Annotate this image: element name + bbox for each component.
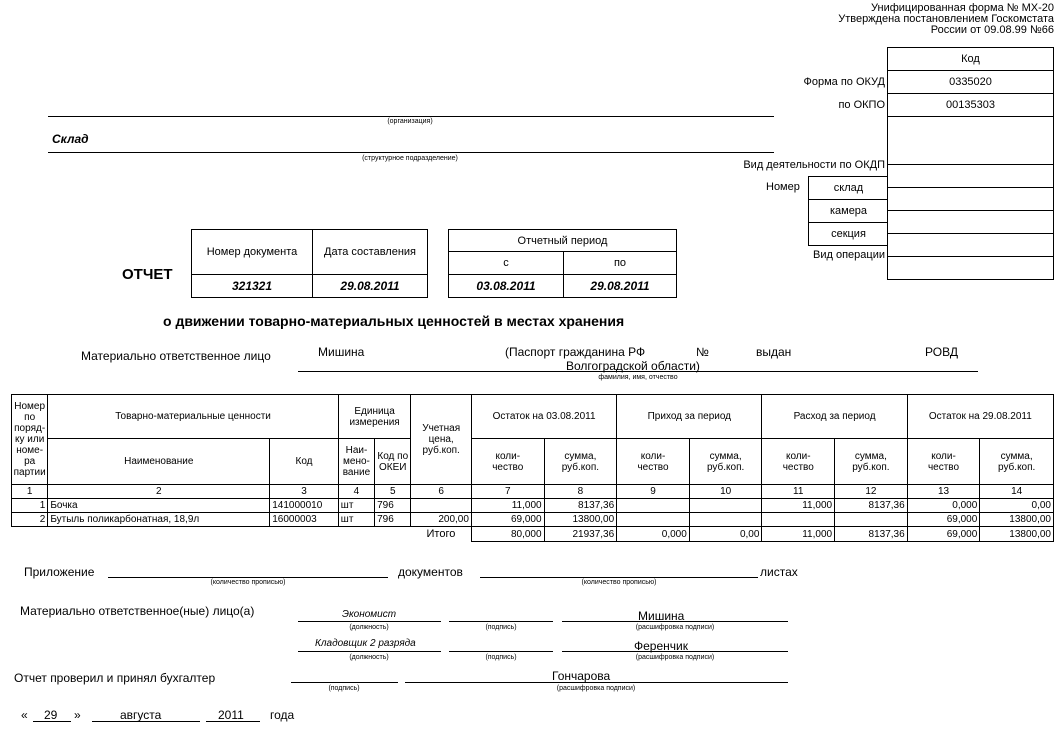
checked-label: Отчет проверил и принял бухгалтер — [14, 671, 216, 685]
form-header — [838, 3, 1054, 36]
sklad-value — [888, 188, 1054, 211]
responsible-rovd: РОВД — [925, 345, 958, 359]
doc-number-label: Номер документа — [192, 230, 313, 275]
h-qty-1: коли- чество — [471, 439, 544, 485]
name-3-line — [405, 682, 788, 683]
table-row: 2 Бутыль поликарбонатная, 18,9л 16000003 шт 796 200,00 69,000 13800,00 69,000 13800,00 — [12, 513, 1054, 527]
number-subtable — [808, 176, 888, 246]
date-quote-close: » — [74, 708, 81, 722]
date-month-line — [92, 721, 200, 722]
responsible-label: Материально ответственное лицо — [81, 349, 271, 363]
name-3: Гончарова — [552, 669, 611, 683]
name-2: Ференчик — [634, 639, 688, 653]
operation-value — [888, 257, 1054, 280]
h-sum-4: сумма, руб.коп. — [980, 439, 1054, 485]
date-day: 29 — [44, 708, 58, 722]
h-qty-3: коли- чество — [762, 439, 835, 485]
movement-table — [11, 394, 1054, 542]
organization-line — [48, 116, 774, 117]
nomer-label: Номер — [766, 181, 800, 193]
date-month: августа — [120, 708, 162, 722]
sheets-label: листах — [760, 565, 798, 579]
form-name: Унифицированная форма № МХ-20 — [871, 2, 1054, 14]
division-name: Склад — [52, 132, 89, 146]
report-subtitle: о движении товарно-материальных ценностей в местах хранения — [163, 313, 625, 329]
okpo-value: 00135303 — [888, 94, 1054, 117]
period-to: 29.08.2011 — [564, 275, 677, 298]
h-name: Наименование — [48, 439, 270, 485]
h-rest-end: Остаток на 29.08.2011 — [907, 395, 1053, 439]
total-label: Итого — [426, 527, 456, 540]
okud-label: Форма по ОКУД — [803, 76, 885, 88]
date-year-line — [206, 721, 260, 722]
signature-1-line — [449, 621, 553, 622]
table-row: 1 Бочка 141000010 шт 796 11,000 8137,36 11,000 8137,36 0,000 0,00 — [12, 499, 1054, 513]
sklad-label: склад — [809, 177, 889, 200]
doc-date: 29.08.2011 — [313, 275, 428, 298]
codes-title: Код — [888, 48, 1054, 71]
position-2-line — [298, 651, 441, 652]
name-3-caption: (расшифровка подписи) — [556, 685, 636, 692]
h-income: Приход за период — [617, 395, 762, 439]
okud-value: 0335020 — [888, 71, 1054, 94]
period-to-label: по — [564, 252, 677, 275]
operation-label: Вид операции — [813, 249, 885, 261]
accountant-signature-line — [291, 682, 398, 683]
division-line — [48, 152, 774, 153]
h-rest-start: Остаток на 03.08.2011 — [471, 395, 616, 439]
division-caption: (структурное подразделение) — [362, 155, 458, 162]
attach-count-line — [108, 577, 388, 578]
sekciya-label: секция — [809, 223, 889, 246]
doc-date-label: Дата составления — [313, 230, 428, 275]
org-code-cell — [888, 117, 1054, 165]
docs-label: документов — [398, 565, 463, 579]
responsible-caption: фамилия, имя, отчество — [598, 374, 678, 381]
position-2-caption: (должность) — [349, 654, 389, 661]
doc-number-table — [191, 229, 428, 298]
okdp-value — [888, 165, 1054, 188]
sheets-count-line — [480, 577, 758, 578]
responsible-region: Волгоградской области) — [566, 359, 700, 373]
h-okei: Код по ОКЕИ — [375, 439, 411, 485]
name-1-caption: (расшифровка подписи) — [635, 624, 715, 631]
total-row: Итого 80,000 21937,36 0,000 0,00 11,000 8137,36 69,000 13800,00 — [12, 527, 1054, 542]
kamera-label: камера — [809, 200, 889, 223]
h-price: Учетная цена, руб.коп. — [411, 395, 472, 485]
signature-1-caption: (подпись) — [485, 624, 517, 631]
responsible-issued: выдан — [756, 345, 792, 359]
h-tmc: Товарно-материальные ценности — [48, 395, 338, 439]
h-expense: Расход за период — [762, 395, 907, 439]
date-year: 2011 — [218, 708, 244, 722]
period-from-label: с — [449, 252, 564, 275]
h-sum-1: сумма, руб.коп. — [544, 439, 617, 485]
position-1-line — [298, 621, 441, 622]
responsible-line — [298, 371, 978, 372]
period-label: Отчетный период — [449, 230, 677, 252]
name-2-line — [562, 651, 788, 652]
position-1-caption: (должность) — [349, 624, 389, 631]
h-unit-name: Наи- мено- вание — [338, 439, 374, 485]
responsible-name: Мишина — [318, 345, 365, 359]
mol-label: Материально ответственное(ные) лицо(а) — [20, 604, 255, 618]
okdp-label: Вид деятельности по ОКДП — [743, 159, 885, 171]
h-unit: Единица измерения — [338, 395, 411, 439]
signature-2-line — [449, 651, 553, 652]
accountant-signature-caption: (подпись) — [328, 685, 360, 692]
report-title: ОТЧЕТ — [122, 266, 173, 283]
sekciya-value — [888, 234, 1054, 257]
period-table — [448, 229, 677, 298]
responsible-passport: (Паспорт гражданина РФ — [505, 345, 646, 359]
doc-number: 321321 — [192, 275, 313, 298]
date-year-word: года — [270, 708, 295, 722]
date-quote-open: « — [21, 708, 28, 722]
sheets-count-caption: (количество прописью) — [581, 579, 657, 586]
okpo-label: по ОКПО — [838, 99, 885, 111]
approved-date: России от 09.08.99 №66 — [930, 24, 1054, 36]
h-num: Номер по поряд- ку или номе- ра партии — [12, 395, 48, 485]
period-from: 03.08.2011 — [449, 275, 564, 298]
attach-label: Приложение — [24, 565, 95, 579]
kamera-value — [888, 211, 1054, 234]
h-code: Код — [270, 439, 339, 485]
h-qty-4: коли- чество — [907, 439, 980, 485]
position-2: Кладовщик 2 разряда — [315, 638, 416, 649]
h-qty-2: коли- чество — [617, 439, 690, 485]
name-1: Мишина — [638, 609, 685, 623]
attach-count-caption: (количество прописью) — [210, 579, 286, 586]
codes-table — [887, 47, 1054, 280]
signature-2-caption: (подпись) — [485, 654, 517, 661]
date-day-line — [33, 721, 71, 722]
h-sum-3: сумма, руб.коп. — [835, 439, 908, 485]
column-numbers-row: 1 2 3 4 5 6 7 8 9 10 11 12 13 14 — [12, 485, 1054, 499]
organization-caption: (организация) — [387, 118, 433, 125]
responsible-passport-num: № — [696, 345, 709, 359]
approved-text: Утверждена постановлением Госкомстата — [838, 13, 1054, 25]
name-2-caption: (расшифровка подписи) — [635, 654, 715, 661]
name-1-line — [562, 621, 788, 622]
h-sum-2: сумма, руб.коп. — [689, 439, 762, 485]
position-1: Экономист — [342, 609, 397, 620]
